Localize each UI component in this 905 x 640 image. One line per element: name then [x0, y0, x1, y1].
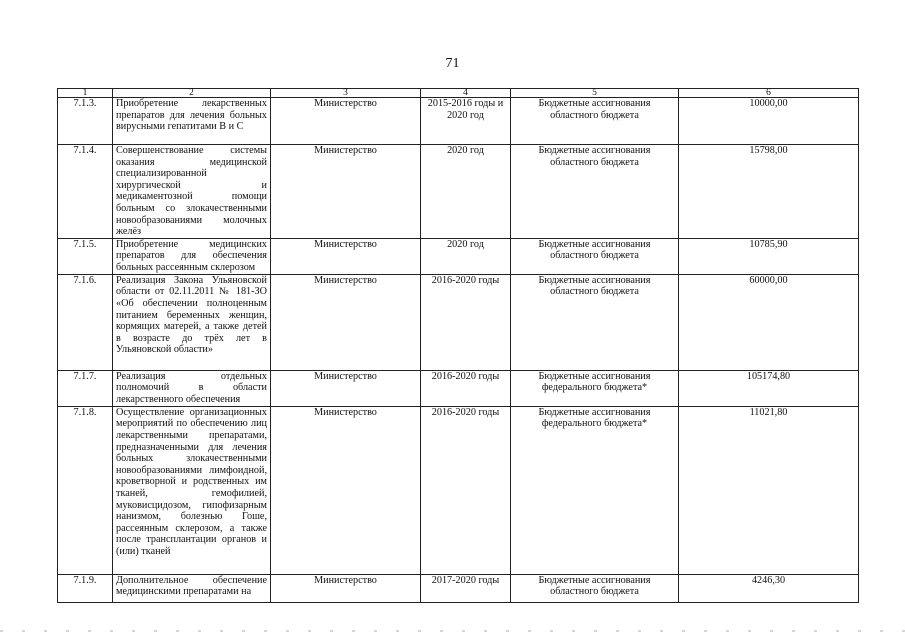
- row-executor: Министерство: [271, 574, 421, 602]
- row-period: 2020 год: [421, 145, 511, 239]
- table-row: [58, 406, 859, 574]
- table-row: [58, 98, 859, 145]
- row-description: Осуществление организационных мероприятий по обеспечению лиц лекарственными препаратами, предназначенными для лечения больных злокачественными новообразованиями лимфоидной, кроветворной и родственных им тканей, гемофилией, муковисцидозом, гипофизарным нанизмом, болезнью Гоше, рассеянным склерозом, а также после трансплантации органов и (или) тканей: [113, 406, 271, 574]
- row-period: 2015-2016 годы и 2020 год: [421, 98, 511, 145]
- row-executor: Министерство: [271, 274, 421, 370]
- row-number: 7.1.5.: [58, 238, 113, 274]
- column-header: 1: [58, 89, 113, 98]
- row-period: 2016-2020 годы: [421, 274, 511, 370]
- row-period: 2016-2020 годы: [421, 370, 511, 406]
- row-source: Бюджетные ассигнования областного бюджета: [511, 574, 679, 602]
- column-header: 6: [679, 89, 859, 98]
- row-source: Бюджетные ассигнования областного бюджета: [511, 98, 679, 145]
- row-number: 7.1.6.: [58, 274, 113, 370]
- table-row: [58, 574, 859, 602]
- row-period: 2020 год: [421, 238, 511, 274]
- row-period: 2017-2020 годы: [421, 574, 511, 602]
- row-executor: Министерство: [271, 98, 421, 145]
- row-number: 7.1.8.: [58, 406, 113, 574]
- page-number: 71: [445, 56, 460, 71]
- row-source: Бюджетные ассигнования федерального бюджета*: [511, 406, 679, 574]
- row-amount: 11021,80: [679, 406, 859, 574]
- row-description: Дополнительное обеспечение медицинскими препаратами на: [113, 574, 271, 602]
- row-description: Приобретение лекарственных препаратов для лечения больных вирусными гепатитами В и С: [113, 98, 271, 145]
- table-row: [58, 274, 859, 370]
- row-executor: Министерство: [271, 370, 421, 406]
- row-number: 7.1.3.: [58, 98, 113, 145]
- column-header: 5: [511, 89, 679, 98]
- row-source: Бюджетные ассигнования областного бюджета: [511, 274, 679, 370]
- row-source: Бюджетные ассигнования областного бюджета: [511, 145, 679, 239]
- program-table: [57, 88, 859, 603]
- row-source: Бюджетные ассигнования федерального бюджета*: [511, 370, 679, 406]
- column-header: 3: [271, 89, 421, 98]
- row-amount: 105174,80: [679, 370, 859, 406]
- column-header: 2: [113, 89, 271, 98]
- table-row: [58, 370, 859, 406]
- row-executor: Министерство: [271, 406, 421, 574]
- row-amount: 4246,30: [679, 574, 859, 602]
- row-number: 7.1.7.: [58, 370, 113, 406]
- row-amount: 15798,00: [679, 145, 859, 239]
- row-number: 7.1.9.: [58, 574, 113, 602]
- row-number: 7.1.4.: [58, 145, 113, 239]
- row-amount: 10785,90: [679, 238, 859, 274]
- row-period: 2016-2020 годы: [421, 406, 511, 574]
- row-description: Приобретение медицинских препаратов для обеспечения больных рассеянным склерозом: [113, 238, 271, 274]
- row-description: Реализация Закона Ульяновской области от 02.11.2011 № 181-ЗО «Об обеспечении полноценным питанием беременных женщин, кормящих матерей, а также детей в возрасте до трёх лет в Ульяновской области»: [113, 274, 271, 370]
- scan-artifact: [0, 630, 905, 632]
- table-row: [58, 145, 859, 239]
- row-executor: Министерство: [271, 145, 421, 239]
- table-row: [58, 238, 859, 274]
- row-amount: 60000,00: [679, 274, 859, 370]
- column-header: 4: [421, 89, 511, 98]
- row-amount: 10000,00: [679, 98, 859, 145]
- row-description: Реализация отдельных полномочий в области лекарственного обеспечения: [113, 370, 271, 406]
- row-description: Совершенствование системы оказания медицинской специализированной хирургической и медикаментозной помощи больным со злокачественными новообразованиями молочных желёз: [113, 145, 271, 239]
- header-row: [58, 89, 859, 98]
- row-executor: Министерство: [271, 238, 421, 274]
- row-source: Бюджетные ассигнования областного бюджета: [511, 238, 679, 274]
